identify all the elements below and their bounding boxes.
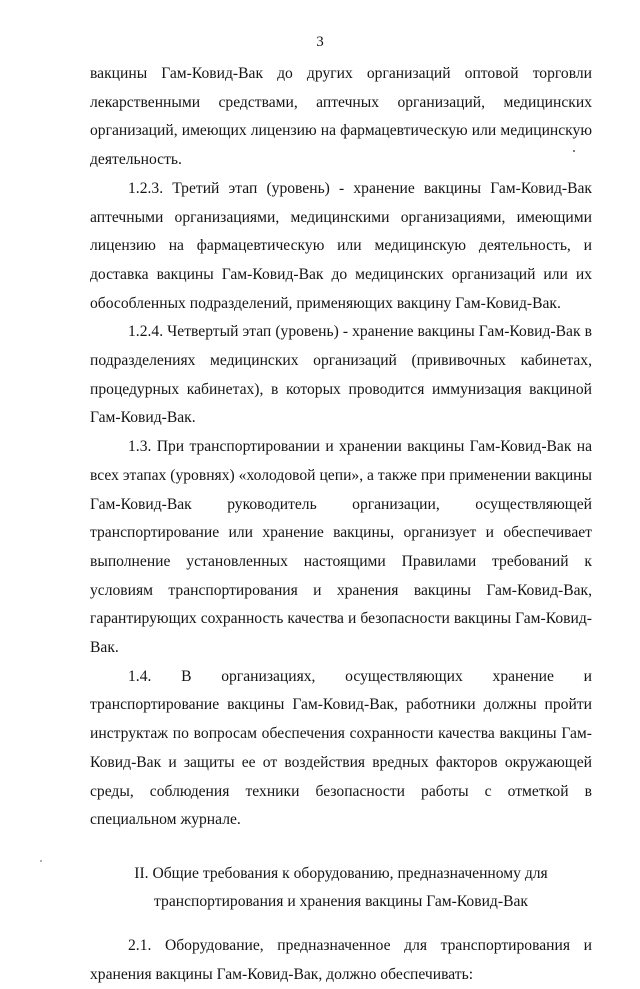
section-heading-line-2: транспортирования и хранения вакцины Гам-Ковид-Вак [154,892,528,910]
scan-speck-edge [40,860,42,862]
paragraph-2-1: 2.1. Оборудование, предназначенное для транспортирования и хранения вакцины Гам-Ковид-Вак, должно обеспечивать: [90,936,592,983]
section-heading [90,860,592,916]
paragraph-1-4: 1.4. В организациях, осуществляющих хранение и транспортирование вакцины Гам-Ковид-Вак, работники должны пройти инструктаж по вопросам обеспечения сохранности качества вакцины Гам-Ковид-Вак и защиты ее от воздействия вредных факторов окружающей среды, соблюдения техники безопасности работы с отметкой в специальном журнале. [90,667,592,829]
page-number: 3 [316,34,324,50]
paragraph-1-2-3: 1.2.3. Третий этап (уровень) - хранение вакцины Гам-Ковид-Вак аптечными организациями, медицинскими организациями, имеющими лицензию на фармацевтическую или медицинскую деятельность, и доставка вакцины Гам-Ковид-Вак до медицинских организаций или их обособленных подразделений, применяющих вакцину Гам-Ковид-Вак. [90,179,592,312]
paragraph-1-3: 1.3. При транспортировании и хранении вакцины Гам-Ковид-Вак на всех этапах (уровнях) «холодовой цепи», а также при применении вакцины Гам-Ковид-Вак руководитель организации, осуществляющей транспортирование или хранение вакцины, организует и обеспечивает выполнение установленных настоящими Правилами требований к условиям транспортирования и хранения вакцины Гам-Ковид-Вак, гарантирующих сохранность качества и безопасности вакцины Гам-Ковид-Вак. [90,438,592,657]
paragraph-1-2-4: 1.2.4. Четвертый этап (уровень) - хранение вакцины Гам-Ковид-Вак в подразделениях медицинских организаций (прививочных кабинетах, процедурных кабинетах), в которых проводится иммунизация вакциной Гам-Ковид-Вак. [90,323,592,427]
scan-speck [573,150,575,152]
section-heading-line-1: II. Общие требования к оборудованию, предназначенному для [134,864,548,882]
paragraph-continuation: вакцины Гам-Ковид-Вак до других организаций оптовой торговли лекарственными средствами, аптечных организаций, медицинских организаций, имеющих лицензию на фармацевтическую или медицинскую деятельность. [90,65,592,169]
document-body [90,60,592,989]
